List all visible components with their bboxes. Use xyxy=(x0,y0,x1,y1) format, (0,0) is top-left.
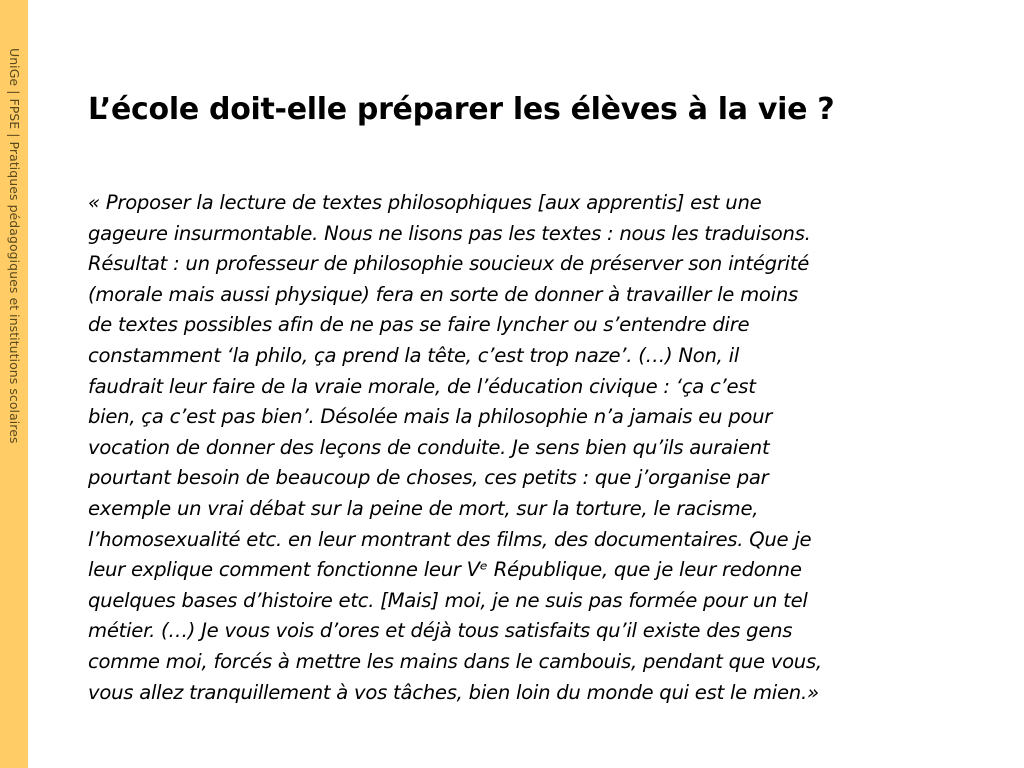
quote-line: quelques bases d’histoire etc. [Mais] moi, je ne suis pas formée pour un tel xyxy=(88,588,808,612)
quote-line: de textes possibles afin de ne pas se faire lyncher ou s’entendre dire xyxy=(88,313,750,337)
quote-line: comme moi, forcés à mettre les mains dans le cambouis, pendant que vous, xyxy=(88,649,822,673)
quote-line: faudrait leur faire de la vraie morale, de l’éducation civique : ‘ça c’est xyxy=(88,374,756,398)
quote-line: l’homosexualité etc. en leur montrant des films, des documentaires. Que je xyxy=(88,527,812,551)
quote-line: pourtant besoin de beaucoup de choses, ces petits : que j’organise par xyxy=(88,466,769,490)
quote-line: constamment ‘la philo, ça prend la tête, c’est trop naze’. (…) Non, il xyxy=(88,343,740,367)
quote-line: leur explique comment fonctionne leur Vᵉ République, que je leur redonne xyxy=(88,558,802,582)
quote-line: « Proposer la lecture de textes philosophiques [aux apprentis] est une xyxy=(88,191,762,214)
quote-line: gageure insurmontable. Nous ne lisons pas les textes : nous les traduisons. xyxy=(88,221,811,245)
quote-block xyxy=(88,188,993,708)
slide-title: L’école doit-elle préparer les élèves à la vie ? xyxy=(88,92,835,127)
quote-line: vous allez tranquillement à vos tâches, bien loin du monde qui est le mien.» xyxy=(88,680,819,704)
quote-line: exemple un vrai débat sur la peine de mort, sur la torture, le racisme, xyxy=(88,496,759,520)
sidebar-band xyxy=(0,0,28,768)
quote-line: Résultat : un professeur de philosophie soucieux de préserver son intégrité xyxy=(88,252,810,276)
quote-line: métier. (…) Je vous vois d’ores et déjà tous satisfaits qu’il existe des gens xyxy=(88,619,793,643)
quote-line: vocation de donner des leçons de conduite. Je sens bien qu’ils auraient xyxy=(88,435,770,459)
quote-line: (morale mais aussi physique) fera en sorte de donner à travailler le moins xyxy=(88,282,798,306)
quote-line: bien, ça c’est pas bien’. Désolée mais la philosophie n’a jamais eu pour xyxy=(88,405,773,429)
sidebar-label: UniGe | FPSE | Pratiques pédagogiques et institutions scolaires xyxy=(7,48,22,444)
